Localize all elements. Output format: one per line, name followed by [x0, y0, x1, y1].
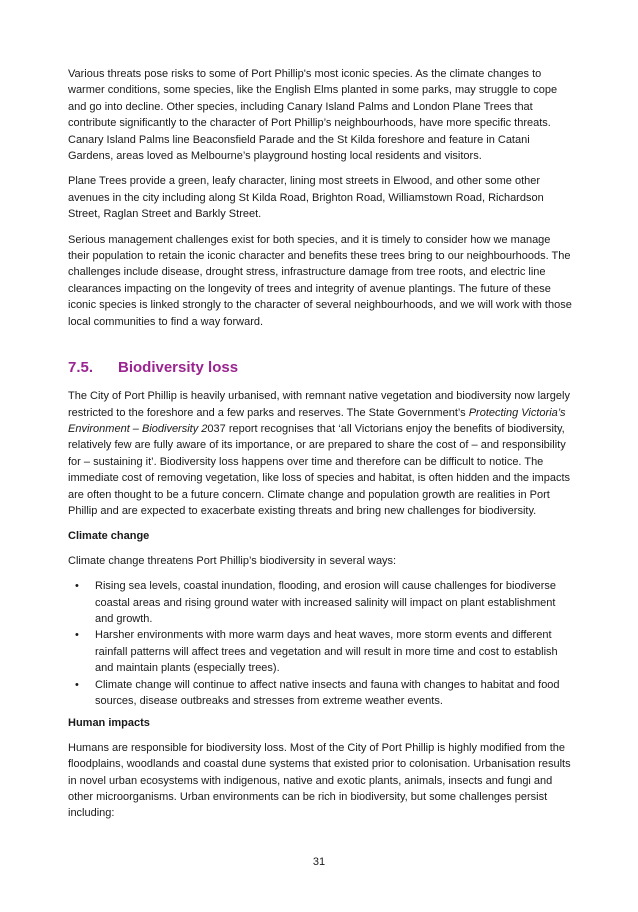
section-paragraph: [68, 388, 574, 519]
bullet-icon: •: [75, 580, 79, 593]
list-item: [68, 627, 574, 676]
page-content: [68, 66, 574, 831]
section-heading: [68, 358, 574, 378]
climate-change-list: [68, 578, 574, 709]
climate-change-intro: Climate change threatens Port Phillip’s biodiversity in several ways:: [68, 554, 397, 567]
intro-paragraph-3: Serious management challenges exist for both species, and it is timely to consider how we manage their population to retain the iconic character and benefits these trees bring to our neighbourhoods. The challenges include disease, drought stress, infrastructure damage from tree roots, and electric line clearances impacting on the longevity of trees and integrity of avenue plantings. The future of these iconic species is linked strongly to the character of several neighbourhoods, and we will work with those local communities to find a way forward.: [68, 233, 572, 328]
section-text-b: 037 report recognises that ‘all Victorians enjoy the benefits of biodiversity, relatively few are fully aware of its importance, or are prepared to share the cost of – and responsibility for – sustaining it’. Biodiversity loss happens over time and therefore can be difficult to notice. The immediate cost of removing vegetation, like loss of species and habitat, is often hidden and the impacts are often thought to be a future concern. Climate change and population growth are realities in Port Phillip and are expected to exacerbate existing threats and bring new challenges for biodiversity.: [68, 422, 571, 517]
intro-paragraph-2: Plane Trees provide a green, leafy character, lining most streets in Elwood, and other some other avenues in the city including along St Kilda Road, Brighton Road, Williamstown Road, Richardson Street, Raglan Street and Barkly Street.: [68, 175, 544, 221]
bullet-icon: •: [75, 678, 79, 691]
list-item-text: Harsher environments with more warm days and heat waves, more storm events and different rainfall patterns will affect trees and vegetation and will result in more time and cost to establish and maintain plants (especially trees).: [95, 629, 558, 675]
section-title: Biodiversity loss: [118, 359, 239, 377]
section-number: 7.5.: [68, 359, 94, 377]
page-number: 31: [312, 856, 326, 868]
intro-paragraph-1: Various threats pose risks to some of Port Phillip's most iconic species. As the climate changes to warmer conditions, some species, like the English Elms planted in some parks, may struggle to cope and go into decline. Other species, including Canary Island Palms and London Plane Trees that contribute significantly to the character of Port Phillip’s neighbourhoods, have more specific threats. Canary Island Palms line Beaconsfield Parade and the St Kilda foreshore and feature in Catani Gardens, areas loved as Melbourne’s playground hosting local residents and visitors.: [68, 68, 558, 163]
list-item-text: Climate change will continue to affect native insects and fauna with changes to habitat and food sources, disease outbreaks and stresses from extreme weather events.: [95, 678, 560, 707]
human-impacts-paragraph: Humans are responsible for biodiversity loss. Most of the City of Port Phillip is highly modified from the floodplains, woodlands and coastal dune systems that existed prior to colonisation. Urbanisation results in novel urban ecosystems with indigenous, native and exotic plants, animals, insects and fungi and other microorganisms. Urban environments can be rich in biodiversity, but some challenges persist including:: [68, 741, 571, 820]
list-item: [68, 677, 574, 710]
human-impacts-heading: Human impacts: [68, 717, 150, 730]
section-text-a: The City of Port Phillip is heavily urbanised, with remnant native vegetation and biodiversity now largely restricted to the foreshore and a few parks and reserves. The State Government’s: [68, 390, 570, 419]
bullet-icon: •: [75, 629, 79, 642]
list-item-text: Rising sea levels, coastal inundation, flooding, and erosion will cause challenges for biodiverse coastal areas and rising ground water with increased salinity will impact on plant establishment and growth.: [95, 580, 557, 625]
report-title: Protecting Victoria’s Environment – Biodiversity 2: [68, 406, 566, 435]
climate-change-heading: Climate change: [68, 530, 150, 543]
list-item: [68, 578, 574, 627]
